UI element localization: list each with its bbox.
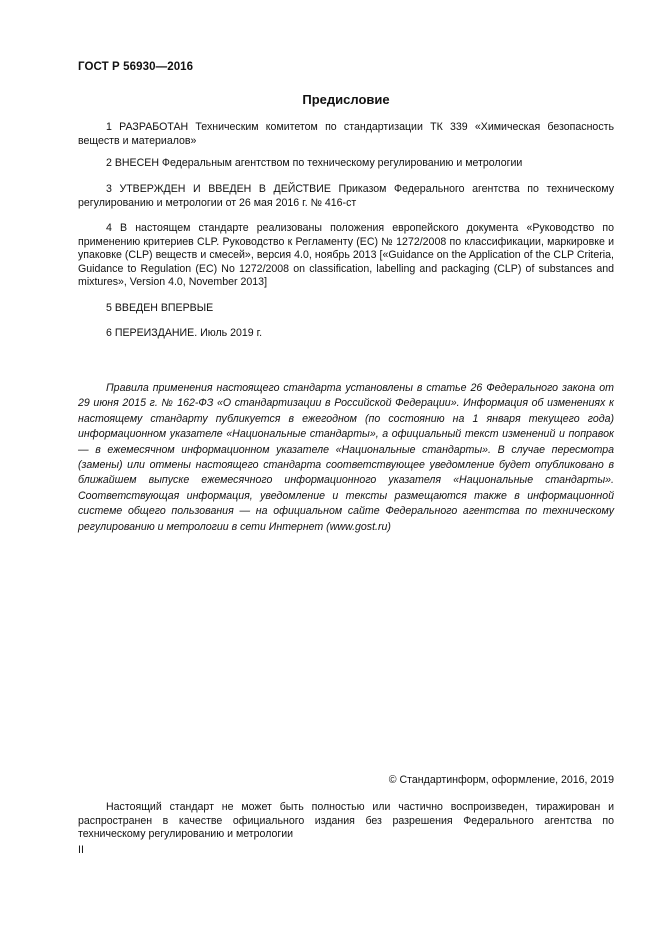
- preface-item-1: 1 РАЗРАБОТАН Техническим комитетом по стандартизации ТК 339 «Химическая безопасность веществ и материалов»: [78, 121, 614, 147]
- application-rules-notice: Правила применения настоящего стандарта установлены в статье 26 Федерального закона от 29 июня 2015 г. № 162-ФЗ «О стандартизации в Российской Федерации». Информация об изменениях к настоящему стандарту публикуется в ежегодном (по состоянию на 1 января текущего года) информационном указателе «Национальные стандарты», а официальный текст изменений и поправок — в ежемесячном информационном указателе «Национальные стандарты». В случае пересмотра (замены) или отмены настоящего стандарта соответствующее уведомление будет опубликовано в ближайшем выпуске ежемесячного информационного указателя «Национальные стандарты». Соответствующая информация, уведомление и тексты размещаются также в информационной системе общего пользования — на официальном сайте Федерального агентства по техническому регулированию и метрологии в сети Интернет (www.gost.ru): [78, 382, 614, 533]
- preface-item-2: 2 ВНЕСЕН Федеральным агентством по техническому регулированию и метрологии: [106, 157, 523, 169]
- document-code-header: ГОСТ Р 56930—2016: [78, 61, 194, 73]
- reproduction-notice: Настоящий стандарт не может быть полностью или частично воспроизведен, тиражирован и распространен в качестве официального издания без разрешения Федерального агентства по техническому регулированию и метрологии: [78, 801, 614, 841]
- preface-title: Предисловие: [302, 92, 390, 107]
- copyright-line: © Стандартинформ, оформление, 2016, 2019: [388, 774, 614, 786]
- page-number: II: [78, 844, 84, 856]
- preface-item-6: 6 ПЕРЕИЗДАНИЕ. Июль 2019 г.: [106, 327, 263, 339]
- preface-item-5: 5 ВВЕДЕН ВПЕРВЫЕ: [106, 302, 214, 314]
- preface-item-3: 3 УТВЕРЖДЕН И ВВЕДЕН В ДЕЙСТВИЕ Приказом Федерального агентства по техническому регулированию и метрологии от 26 мая 2016 г. № 416-ст: [78, 183, 614, 209]
- preface-item-4: 4 В настоящем стандарте реализованы положения европейского документа «Руководство по применению критериев CLP. Руководство к Регламенту (ЕС) № 1272/2008 по классификации, маркировке и упаковке (CLP) веществ и смесей», версия 4.0, ноябрь 2013 [«Guidance on the Application of the CLP Criteria, Guidance to Regulation (EC) No 1272/2008 on classification, labelling and packaging (CLP) of substances and mixtures», Version 4.0, November 2013]: [78, 222, 614, 289]
